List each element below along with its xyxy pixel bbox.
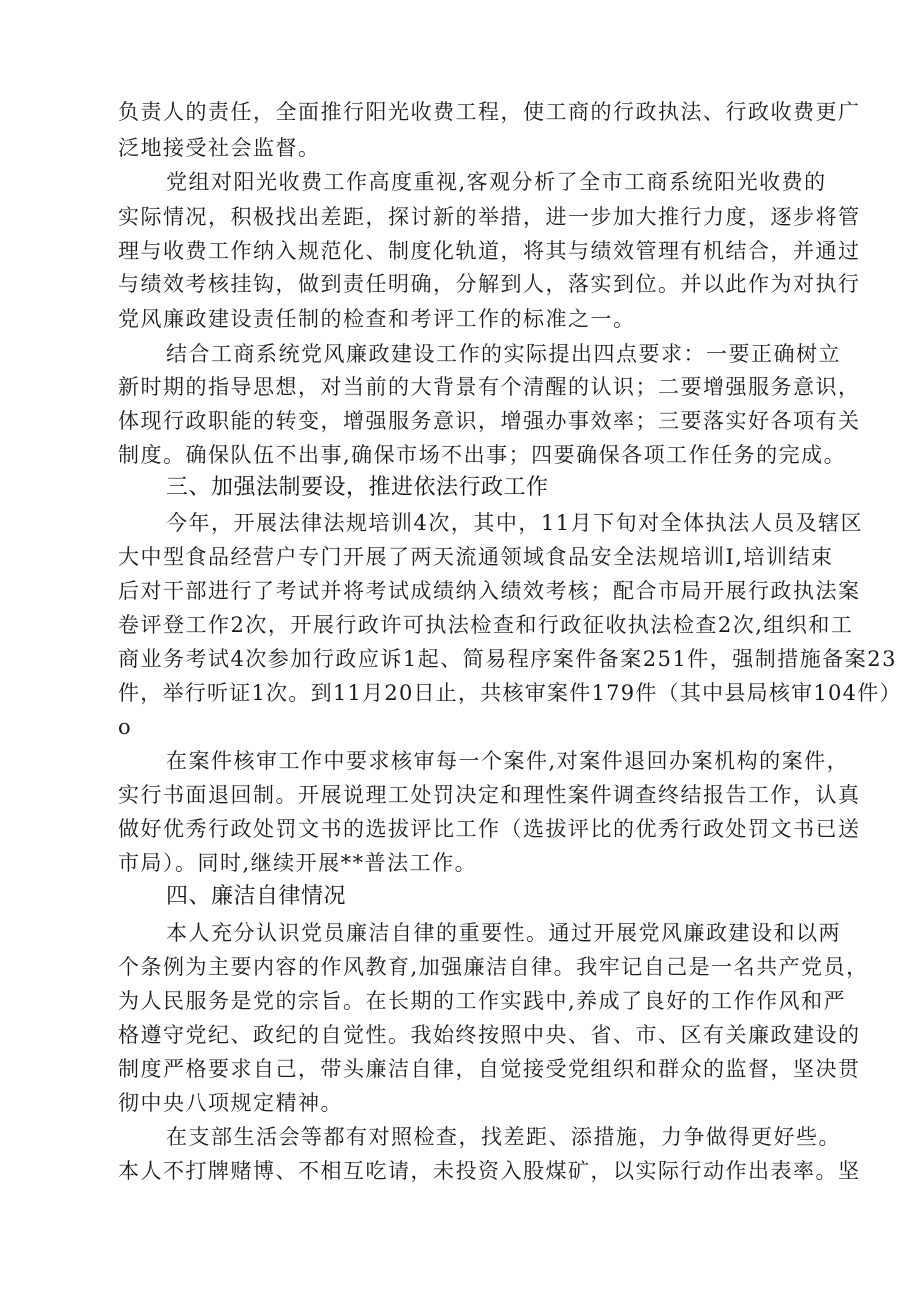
paragraph-line: 实际情况，积极找出差距，探讨新的举措，进一步加大推行力度，逐步将管 xyxy=(118,205,861,229)
paragraph-line: 理与收费工作纳入规范化、制度化轨道，将其与绩效管理有机结合，并通过 xyxy=(118,239,861,263)
paragraph-line: 结合工商系统党风廉政建设工作的实际提出四点要求：一要正确树立 xyxy=(166,342,841,366)
paragraph-line: 彻中央八项规定精神。 xyxy=(118,1091,343,1115)
paragraph-line: 制度严格要求自己，带头廉洁自律，自觉接受党组织和群众的监督，坚决贯 xyxy=(118,1057,861,1081)
paragraph-line: 实行书面退回制。开展说理工处罚决定和理性案件调查终结报告工作，认真 xyxy=(118,783,861,807)
paragraph-line: 党组对阳光收费工作高度重视,客观分析了全市工商系统阳光收费的 xyxy=(166,170,827,194)
paragraph-line: 党风廉政建设责任制的检查和考评工作的标准之一。 xyxy=(118,307,636,331)
paragraph-line: 大中型食品经营户专门开展了两天流通领域食品安全法规培训I,培训结束 xyxy=(118,545,834,569)
paragraph-line: 在支部生活会等都有对照检查，找差距、添措施，力争做得更好些。 xyxy=(166,1125,841,1149)
paragraph-line: 本人充分认识党员廉洁自律的重要性。通过开展党风廉政建设和以两 xyxy=(166,921,841,945)
paragraph-line: 制度。确保队伍不出事,确保市场不出事；四要确保各项工作任务的完成。 xyxy=(118,443,847,467)
paragraph-line: 与绩效考核挂钩，做到责任明确，分解到人，落实到位。并以此作为对执行 xyxy=(118,272,861,296)
paragraph-line: 卷评登工作2次，开展行政许可执法检查和行政征收执法检查2次,组织和工 xyxy=(118,613,854,637)
paragraph-line: 负责人的责任，全面推行阳光收费工程，使工商的行政执法、行政收费更广 xyxy=(118,100,861,124)
paragraph-line: 市局）。同时,继续开展**普法工作。 xyxy=(118,851,478,875)
paragraph-line: 商业务考试4次参加行政应诉1起、简易程序案件备案251件，强制措施备案23 xyxy=(118,647,898,671)
paragraph-line: 件，举行听证1次。到11月20日止，共核审案件179件（其中县局核审104件） xyxy=(118,681,902,705)
paragraph-line: 后对干部进行了考试并将考试成绩纳入绩效考核；配合市局开展行政执法案 xyxy=(118,579,861,603)
paragraph-line: 新时期的指导思想，对当前的大背景有个清醒的认识；二要增强服务意识， xyxy=(118,375,861,399)
paragraph-line: 为人民服务是党的宗旨。在长期的工作实践中,养成了良好的工作作风和严 xyxy=(118,989,847,1013)
paragraph-line: o xyxy=(118,715,133,739)
paragraph-line: 泛地接受社会监督。 xyxy=(118,136,321,160)
section-heading: 三、加强法制要设，推进依法行政工作 xyxy=(166,475,549,500)
paragraph-line: 今年，开展法律法规培训4次，其中，11月下旬对全体执法人员及辖区 xyxy=(166,511,864,535)
paragraph-line: 本人不打牌赌博、不相互吃请，未投资入股煤矿，以实际行动作出表率。坚 xyxy=(118,1159,861,1183)
paragraph-line: 个条例为主要内容的作风教育,加强廉洁自律。我牢记自己是一名共产党员， xyxy=(118,955,869,979)
paragraph-line: 在案件核审工作中要求核审每一个案件,对案件退回办案机构的案件， xyxy=(166,749,850,773)
paragraph-line: 格遵守党纪、政纪的自觉性。我始终按照中央、省、市、区有关廉政建设的 xyxy=(118,1023,861,1047)
section-heading: 四、廉洁自律情况 xyxy=(166,884,347,909)
paragraph-line: 做好优秀行政处罚文书的选拔评比工作（选拔评比的优秀行政处罚文书已送 xyxy=(118,817,861,841)
paragraph-line: 体现行政职能的转变，增强服务意识，增强办事效率；三要落实好各项有关 xyxy=(118,409,861,433)
